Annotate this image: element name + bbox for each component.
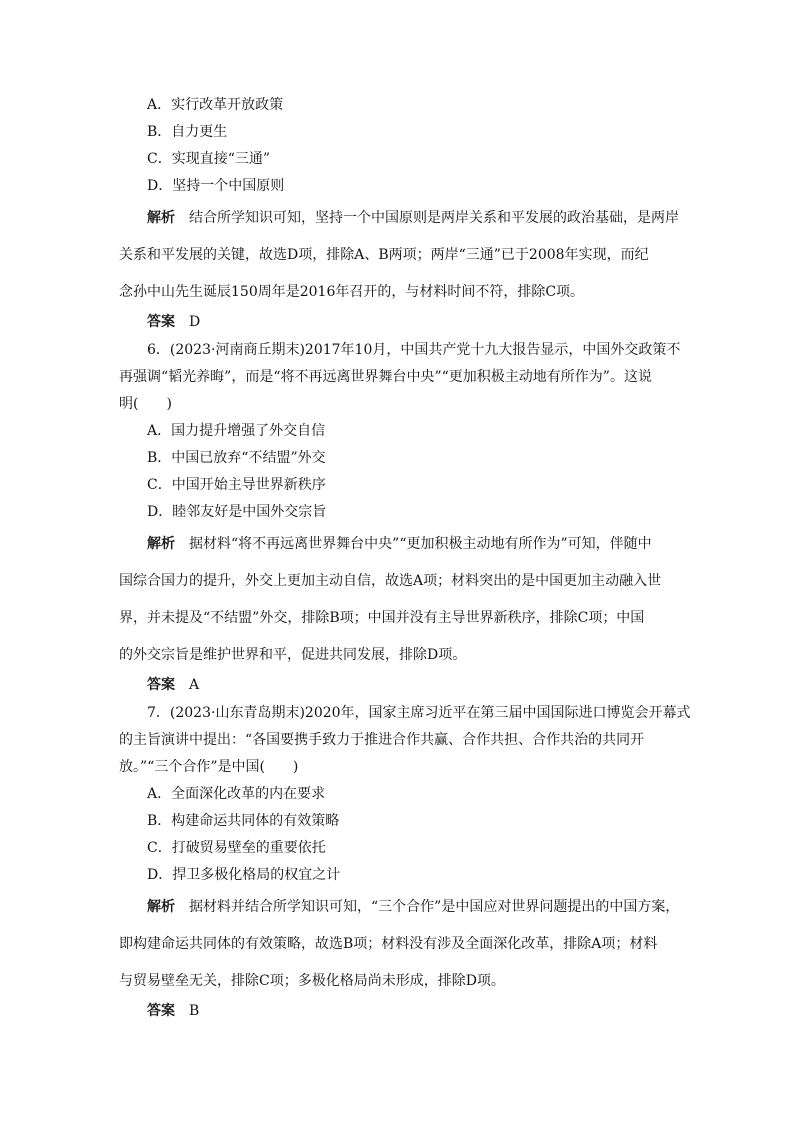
q6-analysis-line-3: 界，并未提及“不结盟”外交，排除B项；中国并没有主导世界新秩序，排除C项；中国 bbox=[119, 610, 645, 626]
q7-option-c: C．打破贸易壁垒的重要依托 bbox=[147, 840, 326, 856]
q5-analysis-line-2: 关系和平发展的关键，故选D项，排除A、B两项；两岸“三通”已于2008年实现，而纪 bbox=[119, 247, 649, 263]
q7-answer-value: B bbox=[189, 1003, 200, 1019]
q5-analysis-line-3: 念孙中山先生诞辰150周年是2016年召开的，与材料时间不符，排除C项。 bbox=[119, 284, 585, 300]
q6-stem-line-2: 再强调“韬光养晦”，而是“将不再远离世界舞台中央”“更加积极主动地有所作为”。这说 bbox=[119, 369, 652, 385]
q6-option-c: C．中国开始主导世界新秩序 bbox=[147, 477, 326, 493]
q5-answer-value: D bbox=[189, 314, 201, 330]
q5-answer bbox=[147, 312, 200, 332]
q7-option-b: B．构建命运共同体的有效策略 bbox=[147, 813, 340, 829]
q7-analysis-line-1: 解析 据材料并结合所学知识可知，“三个合作”是中国应对世界问题提出的中国方案， bbox=[147, 899, 680, 915]
q5-option-c: C．实现直接“三通” bbox=[147, 151, 271, 167]
q5-option-d: D．坚持一个中国原则 bbox=[147, 178, 285, 194]
q6-stem-line-1: 6．(2023·河南商丘期末)2017年10月，中国共产党十九大报告显示，中国外交政策不 bbox=[147, 342, 681, 358]
q7-option-a: A．全面深化改革的内在要求 bbox=[147, 786, 326, 802]
q7-stem-line-2: 的主旨演讲中提出：“各国要携手致力于推进合作共赢、合作共担、合作共治的共同开 bbox=[119, 732, 645, 748]
q7-answer-label: 答案 bbox=[147, 1003, 175, 1019]
q6-analysis-label: 解析 bbox=[147, 536, 175, 552]
q7-analysis-label: 解析 bbox=[147, 899, 175, 915]
q7-answer bbox=[147, 1001, 199, 1021]
q6-answer-value: A bbox=[189, 677, 200, 693]
q6-option-b: B．中国已放弃“不结盟”外交 bbox=[147, 450, 326, 466]
q7-stem-line-1: 7．(2023·山东青岛期末)2020年，国家主席习近平在第三届中国国际进口博览会开幕式 bbox=[147, 705, 691, 721]
q5-analysis-label: 解析 bbox=[147, 210, 175, 226]
q6-stem-line-3: 明( ) bbox=[119, 396, 172, 412]
q7-analysis-line-3: 与贸易壁垒无关，排除C项；多极化格局尚未形成，排除D项。 bbox=[119, 973, 505, 989]
q5-option-a: A．实行改革开放政策 bbox=[147, 97, 284, 113]
q6-analysis-line-2: 国综合国力的提升，外交上更加主动自信，故选A项；材料突出的是中国更加主动融入世 bbox=[119, 573, 662, 589]
q7-option-d: D．捍卫多极化格局的权宜之计 bbox=[147, 867, 341, 883]
q7-stem-line-3: 放。”“三个合作”是中国( ) bbox=[119, 759, 299, 775]
q5-option-b: B．自力更生 bbox=[147, 124, 228, 140]
q6-option-d: D．睦邻友好是中国外交宗旨 bbox=[147, 504, 327, 520]
q6-analysis-line-1: 解析 据材料“将不再远离世界舞台中央”“更加积极主动地有所作为”可知，伴随中 bbox=[147, 536, 652, 552]
q5-analysis-line-1: 解析 结合所学知识可知，坚持一个中国原则是两岸关系和平发展的政治基础，是两岸 bbox=[147, 210, 679, 226]
q6-answer bbox=[147, 675, 199, 695]
q6-analysis-line-4: 的外交宗旨是维护世界和平，促进共同发展，排除D项。 bbox=[119, 647, 467, 663]
q6-option-a: A．国力提升增强了外交自信 bbox=[147, 423, 326, 439]
q5-answer-label: 答案 bbox=[147, 314, 175, 330]
q6-answer-label: 答案 bbox=[147, 677, 175, 693]
q7-analysis-line-2: 即构建命运共同体的有效策略，故选B项；材料没有涉及全面深化改革，排除A项；材料 bbox=[119, 936, 658, 952]
